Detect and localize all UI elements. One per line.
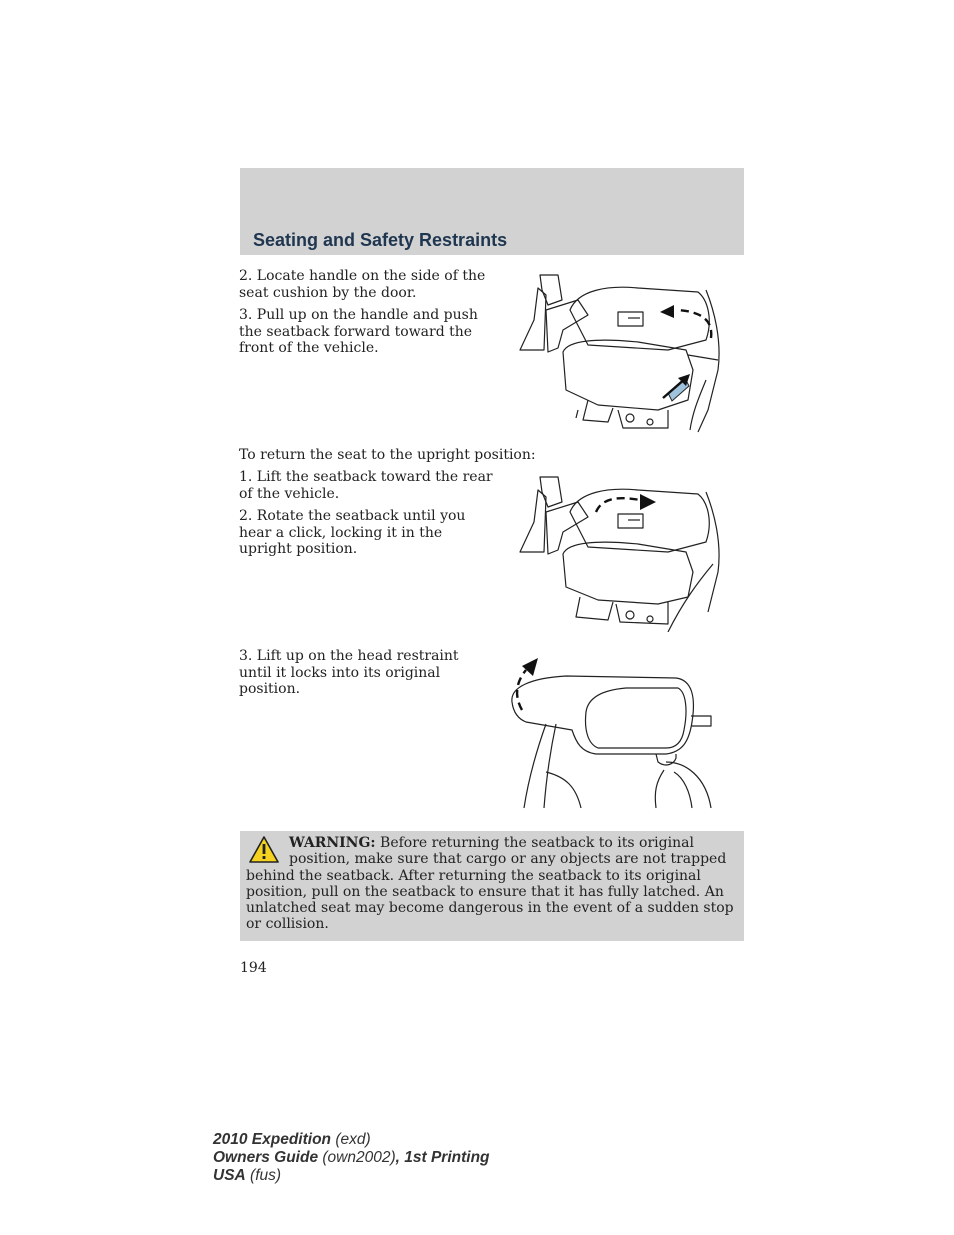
footer-guide-code: (own2002) <box>318 1149 396 1166</box>
footer-market: USA <box>213 1167 246 1184</box>
section-title: Seating and Safety Restraints <box>253 230 508 250</box>
seat-fold-illustration <box>518 270 724 435</box>
document-footer <box>213 1131 490 1185</box>
warning-box <box>240 831 744 941</box>
page-number: 194 <box>240 960 267 976</box>
step-pull-handle: 3. Pull up on the handle and push the seatback forward toward the front of the vehicle. <box>239 307 478 356</box>
warning-first-lines: Before returning the seatback to its original position, make sure that cargo or any objects are not trapped <box>289 835 727 868</box>
seat-return-illustration <box>518 472 724 632</box>
footer-printing: , 1st Printing <box>395 1149 490 1166</box>
footer-guide: Owners Guide <box>213 1149 319 1166</box>
warning-label: WARNING: <box>289 835 376 851</box>
footer-market-code: (fus) <box>245 1167 282 1184</box>
arrow-icon <box>517 658 538 710</box>
warning-text <box>246 835 738 933</box>
step-rotate-seatback: 2. Rotate the seatback until you hear a click, locking it in the upright position. <box>239 508 466 557</box>
step-locate-handle: 2. Locate handle on the side of the seat cushion by the door. <box>239 268 486 301</box>
section-header <box>240 168 744 255</box>
return-intro: To return the seat to the upright position: <box>239 447 536 463</box>
footer-model: 2010 Expedition <box>213 1131 332 1148</box>
step-lift-head-restraint: 3. Lift up on the head restraint until it locks into its original position. <box>239 648 459 697</box>
arrow-icon <box>596 494 656 512</box>
step-lift-seatback: 1. Lift the seatback toward the rear of the vehicle. <box>239 469 493 502</box>
warning-rest: behind the seatback. After returning the seatback to its original position, pull on the seatback to ensure that it has fully latched. An unlatched seat may become dangerous in the event of a sudden stop or collision. <box>246 867 734 933</box>
footer-model-code: (exd) <box>331 1131 371 1148</box>
head-restraint-illustration <box>506 652 718 812</box>
arrow-icon <box>660 305 711 338</box>
